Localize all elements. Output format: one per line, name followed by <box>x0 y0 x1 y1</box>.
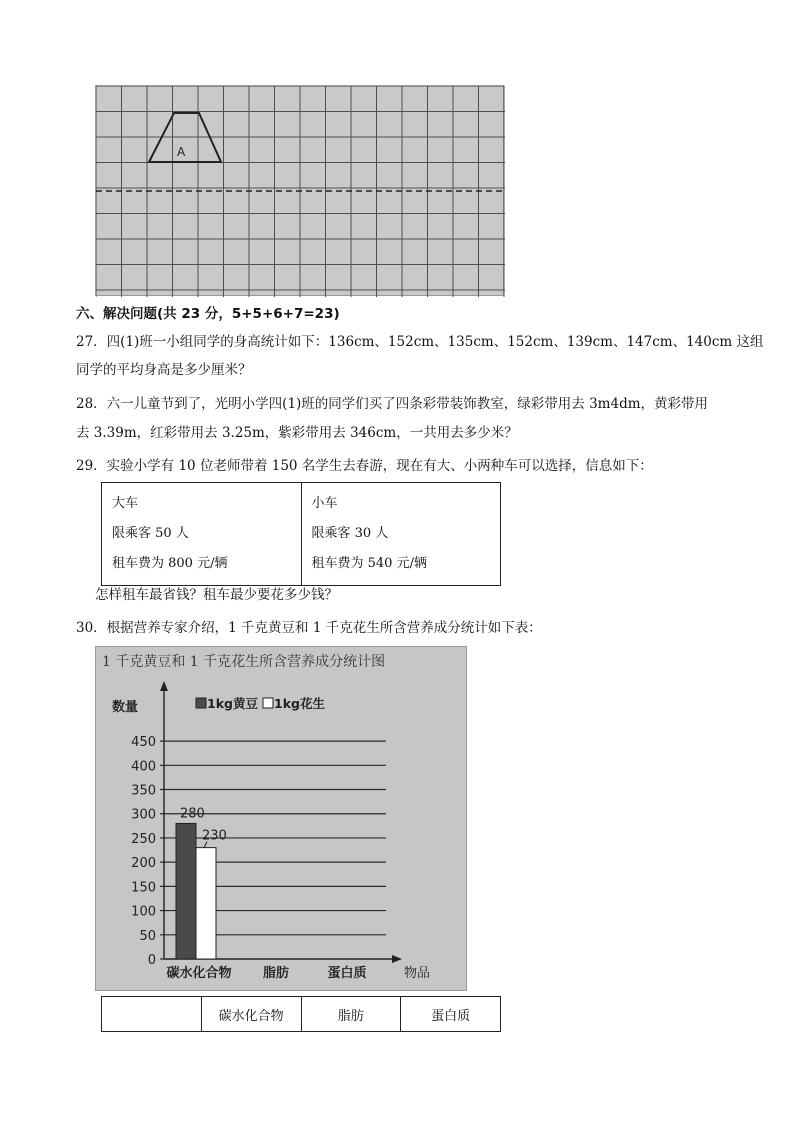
grid-figure-svg <box>96 86 505 297</box>
x-category-label: 碳水化合物 <box>166 966 232 981</box>
y-tick-label: 150 <box>131 880 156 896</box>
nutrition-header-fat: 脂肪 <box>301 997 401 1032</box>
big-car-fee: 租车费为 800 元/辆 <box>112 556 228 571</box>
nutrition-chart-svg <box>96 647 468 992</box>
small-car-cell <box>301 483 501 586</box>
chart-ylabel: 数量 <box>112 700 139 715</box>
chart-title: 1 千克黄豆和 1 千克花生所含营养成分统计图 <box>102 654 386 670</box>
q28-line1: 28．六一儿童节到了，光明小学四(1)班的同学们买了四条彩带装饰教室，绿彩带用去 3m4dm，黄彩带用 <box>76 396 709 412</box>
q27-line1: 27．四(1)班一小组同学的身高统计如下：136cm、152cm、135cm、152cm、139cm、147cm、140cm 这组 <box>76 334 764 350</box>
y-tick-label: 350 <box>131 783 156 799</box>
legend-swatch-peanut <box>263 698 273 708</box>
y-tick-label: 50 <box>139 928 156 944</box>
data-label: 230 <box>202 828 227 844</box>
legend-label-soybean: 1kg黄豆 <box>207 696 258 711</box>
x-category-label: 脂肪 <box>262 966 290 981</box>
bar <box>176 823 196 959</box>
small-car-name: 小车 <box>311 496 338 511</box>
legend-label-peanut: 1kg花生 <box>274 696 325 711</box>
y-tick-label: 100 <box>131 904 156 920</box>
y-tick-label: 200 <box>131 856 156 872</box>
chart-xlabel: 物品 <box>404 966 431 981</box>
q29-question: 怎样租车最省钱？租车最少要花多少钱？ <box>95 587 338 603</box>
q30-line1: 30．根据营养专家介绍，1 千克黄豆和 1 千克花生所含营养成分统计如下表： <box>76 620 542 636</box>
x-category-label: 蛋白质 <box>327 966 367 981</box>
big-car-cell <box>102 483 302 586</box>
q27-line2: 同学的平均身高是多少厘米？ <box>76 362 252 378</box>
small-car-fee: 租车费为 540 元/辆 <box>311 556 427 571</box>
x-axis-arrow <box>392 955 402 963</box>
y-tick-label: 300 <box>131 807 156 823</box>
y-tick-label: 250 <box>131 831 156 847</box>
y-tick-label: 0 <box>147 953 156 968</box>
small-car-capacity: 限乘客 30 人 <box>311 526 389 541</box>
grid-figure <box>95 85 504 296</box>
nutrition-table <box>101 996 501 1032</box>
q28-line2: 去 3.39m，红彩带用去 3.25m，紫彩带用去 346cm，一共用去多少米？ <box>76 425 518 441</box>
nutrition-header-blank <box>102 997 202 1032</box>
bar <box>196 848 216 959</box>
car-info-table <box>101 482 501 586</box>
q29-line1: 29．实验小学有 10 位老师带着 150 名学生去春游，现在有大、小两种车可以选择，信息如下： <box>76 458 653 474</box>
nutrition-header-carbs: 碳水化合物 <box>201 997 301 1032</box>
y-tick-label: 400 <box>131 759 156 775</box>
shape-label-a: A <box>177 145 186 159</box>
nutrition-header-protein: 蛋白质 <box>401 997 501 1032</box>
y-tick-label: 450 <box>131 735 156 751</box>
section-title: 六、解决问题(共 23 分，5+5+6+7=23) <box>76 306 340 322</box>
data-label: 280 <box>180 806 205 822</box>
big-car-name: 大车 <box>112 496 139 511</box>
big-car-capacity: 限乘客 50 人 <box>112 526 189 541</box>
nutrition-chart <box>95 646 467 991</box>
y-axis-arrow <box>160 681 168 691</box>
legend-swatch-soybean <box>196 698 206 708</box>
